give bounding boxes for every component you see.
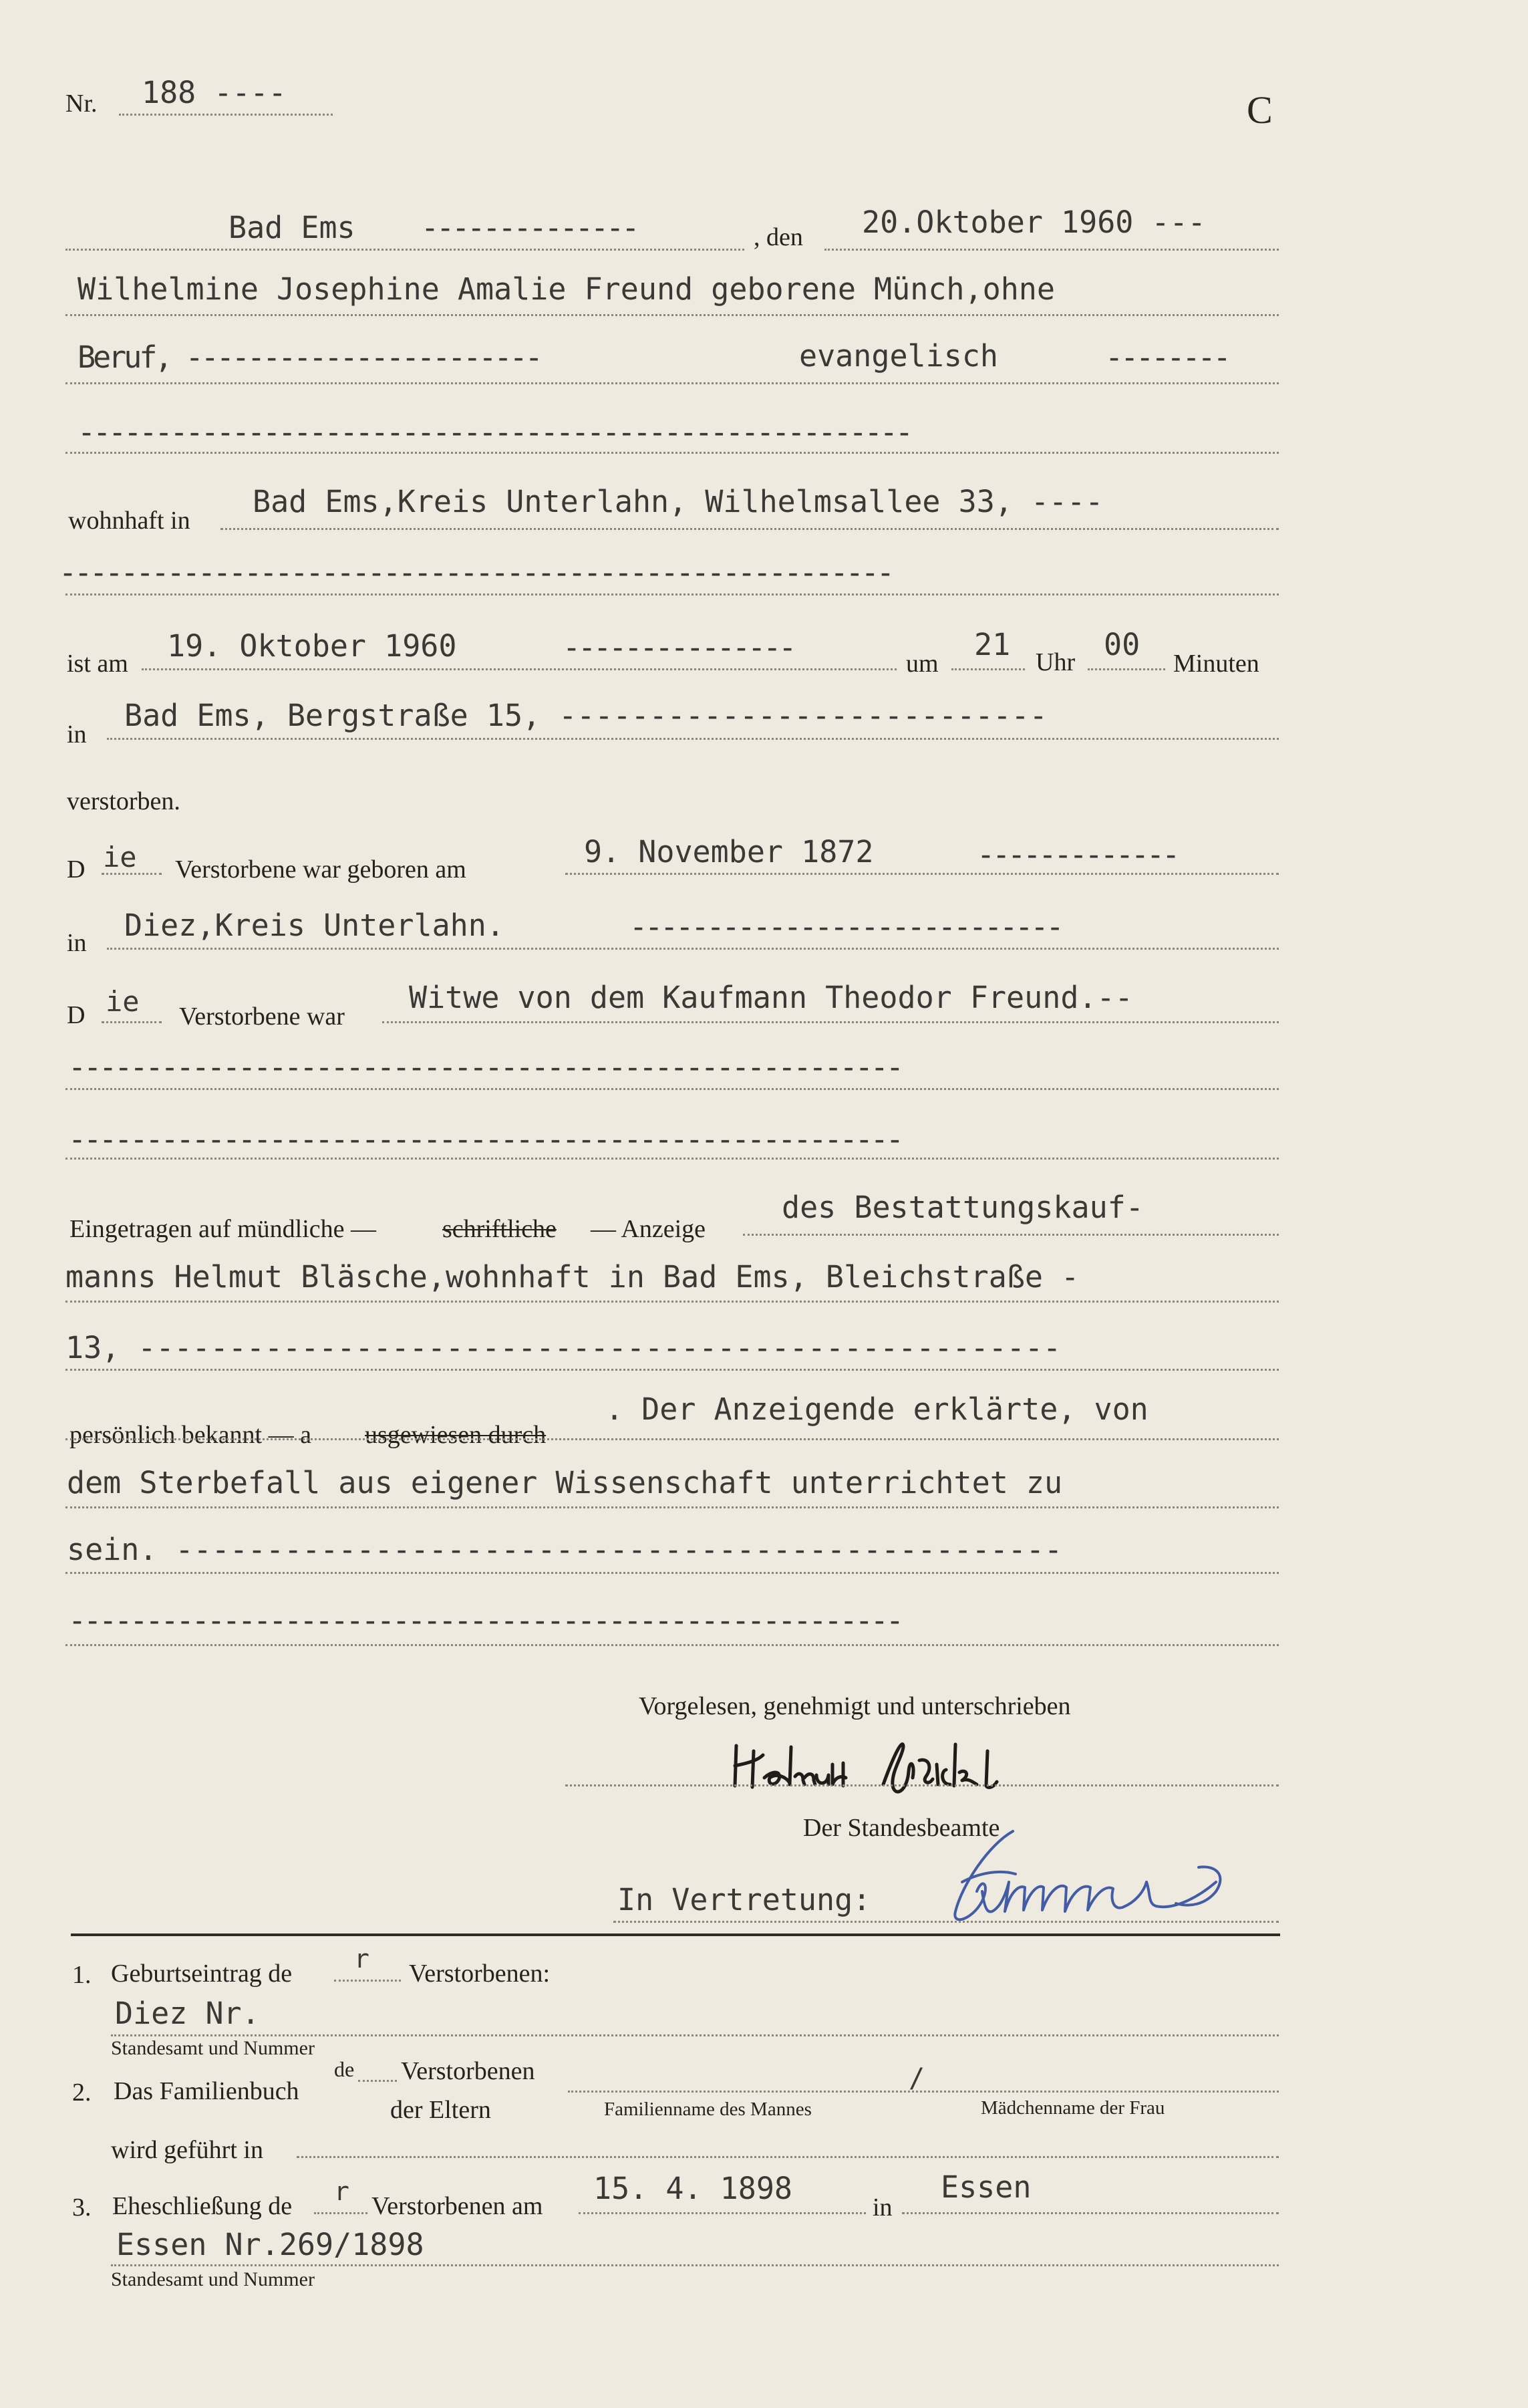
registration-label-b: — Anzeige: [591, 1215, 706, 1243]
item2-kept-dotted: [297, 2156, 1279, 2158]
item3-suffix-dotted: [314, 2212, 367, 2214]
informant-line6: sein. -------------------------------------------------: [67, 1532, 1063, 1567]
item1-value-dotted: [111, 2034, 1279, 2036]
marriage-date-dotted: [579, 2212, 866, 2214]
residence-dotted-line1: [220, 528, 1279, 530]
status-label: Verstorbene war: [179, 1002, 345, 1031]
item2-de-dotted: [358, 2080, 397, 2082]
known-label: persönlich bekannt — a: [69, 1421, 311, 1449]
status-line2: ------------------------------------------------------: [68, 1049, 901, 1085]
uhr-label: Uhr: [1036, 648, 1076, 676]
marriage-place-dotted: [902, 2212, 1279, 2214]
nr-label: Nr.: [65, 90, 98, 118]
item1-suffix: r: [354, 1944, 369, 1974]
item3-value-dotted: [111, 2264, 1279, 2266]
name-dotted-line2: [65, 382, 1279, 384]
item2-de: de: [334, 2057, 355, 2081]
um-label: um: [906, 650, 939, 678]
status-dotted1: [382, 1021, 1279, 1023]
birth-date-dotted: [565, 873, 1279, 875]
register-number: 188 ----: [142, 75, 287, 110]
item3-sub-label: Standesamt und Nummer: [111, 2268, 315, 2290]
birth-date-dashes: -------------: [977, 837, 1178, 872]
item2-label: Das Familienbuch: [114, 2077, 299, 2105]
death-minutes: 00: [1104, 627, 1140, 662]
item2-names-dotted: [568, 2091, 1279, 2093]
informant-dotted5: [65, 1506, 1279, 1508]
footer-divider: [71, 1933, 1280, 1936]
registration-label-a: Eingetragen auf mündliche —: [69, 1215, 377, 1243]
deceased-name-line2a: Beruf, -----------------------: [78, 340, 541, 375]
birth-place: Diez,Kreis Unterlahn.: [124, 908, 504, 943]
informant-dotted7: [65, 1644, 1279, 1646]
registry-date: 20.Oktober 1960 ---: [862, 205, 1206, 240]
birth-label: Verstorbene war geboren am: [175, 855, 466, 884]
informant-line7: ------------------------------------------------------: [68, 1603, 901, 1638]
birth-suffix-dotted: [102, 873, 162, 875]
registrar-signature-dotted: [613, 1921, 1279, 1923]
registrar-signature: [935, 1818, 1256, 1931]
minute-dotted: [1088, 668, 1165, 670]
deceased-name-line3: ------------------------------------------------------: [78, 414, 911, 450]
nr-dotted-line: [119, 114, 333, 116]
registry-place: Bad Ems: [228, 210, 355, 245]
informant-line5: dem Sterbefall aus eigener Wissenschaft unterrichtet zu: [67, 1465, 1063, 1500]
registry-place-dashes: --------------: [421, 210, 637, 245]
birth-d-label: D: [67, 855, 86, 884]
item2-slash: /: [909, 2063, 925, 2094]
informant-dotted2: [65, 1301, 1279, 1303]
item2-option-parents: der Eltern: [390, 2096, 491, 2124]
status-value: Witwe von dem Kaufmann Theodor Freund.--: [409, 980, 1133, 1015]
informant-line4: . Der Anzeigende erklärte, von: [605, 1391, 1149, 1427]
birth-suffix: ie: [103, 841, 137, 874]
status-suffix: ie: [106, 985, 140, 1018]
item3-in-label: in: [873, 2193, 893, 2222]
informant-dotted1: [743, 1234, 1279, 1236]
item3-label-a: Eheschließung de: [112, 2192, 293, 2220]
birth-in-label: in: [67, 929, 87, 957]
death-place: Bad Ems, Bergstraße 15, ---------------------------: [124, 698, 1048, 733]
birth-place-dotted: [107, 948, 1279, 950]
deceased-religion: evangelisch: [799, 338, 999, 374]
item3-label-b: Verstorbenen am: [371, 2192, 543, 2220]
death-date-dashes: ---------------: [563, 630, 794, 665]
item2-number: 2.: [72, 2079, 92, 2107]
hour-dotted: [951, 668, 1025, 670]
status-dotted2: [65, 1088, 1279, 1090]
item3-number: 3.: [72, 2193, 92, 2222]
item1-label-a: Geburtseintrag de: [111, 1960, 293, 1988]
informant-line2: manns Helmut Bläsche,wohnhaft in Bad Ems, Bleichstraße -: [65, 1259, 1080, 1295]
status-dotted3: [65, 1158, 1279, 1160]
ist-am-label: ist am: [67, 650, 128, 678]
den-label: , den: [754, 223, 803, 251]
item1-sub-label: Standesamt und Nummer: [111, 2037, 315, 2059]
known-label-struck: usgewiesen durch: [365, 1421, 547, 1449]
minuten-label: Minuten: [1173, 650, 1259, 678]
death-in-label: in: [67, 720, 87, 749]
item1-suffix-dotted: [334, 1980, 401, 1982]
registrar-label: Der Standesbeamte: [803, 1814, 1000, 1842]
death-hour: 21: [974, 627, 1011, 662]
residence-line1: Bad Ems,Kreis Unterlahn, Wilhelmsallee 33, ----: [253, 484, 1104, 519]
death-place-dotted: [107, 738, 1279, 740]
deputy-label: In Vertretung:: [617, 1882, 871, 1917]
death-date-dotted: [142, 668, 897, 670]
item3-value: Essen Nr.269/1898: [116, 2227, 424, 2262]
item2-husband-label: Familienname des Mannes: [604, 2099, 812, 2120]
birth-date: 9. November 1872: [584, 834, 874, 869]
place-dotted-line: [65, 249, 744, 251]
corner-letter: C: [1247, 88, 1273, 132]
registration-label-struck: schriftliche: [442, 1215, 557, 1243]
status-d-label: D: [67, 1001, 86, 1029]
verstorben-label: verstorben.: [67, 787, 180, 815]
item1-value: Diez Nr.: [115, 1996, 260, 2031]
name-dotted-line3: [65, 452, 1279, 454]
item2-kept-label: wird geführt in: [111, 2136, 263, 2164]
deceased-name-line1: Wilhelmine Josephine Amalie Freund geborene Münch,ohne: [78, 271, 1055, 307]
death-date: 19. Oktober 1960: [167, 628, 457, 664]
item2-option-deceased: Verstorbenen: [401, 2057, 535, 2085]
residence-dotted-line2: [65, 593, 1279, 595]
informant-dotted4: [65, 1438, 1279, 1440]
item1-label-b: Verstorbenen:: [409, 1960, 551, 1988]
deceased-name-line2c: --------: [1105, 340, 1229, 375]
informant-line3: 13, ---------------------------------------------------: [65, 1330, 1062, 1365]
marriage-place: Essen: [941, 2169, 1032, 2205]
read-approved-label: Vorgelesen, genehmigt und unterschrieben: [639, 1692, 1071, 1720]
name-dotted-line1: [65, 314, 1279, 316]
marriage-date: 15. 4. 1898: [593, 2171, 793, 2206]
informant-signature: [728, 1731, 1062, 1804]
item2-wife-label: Mädchenname der Frau: [981, 2097, 1165, 2119]
informant-dotted3: [65, 1369, 1279, 1371]
informant-line1: des Bestattungskauf-: [782, 1190, 1144, 1225]
informant-signature-dotted: [565, 1784, 1279, 1786]
residence-label: wohnhaft in: [68, 507, 190, 535]
residence-line2: ------------------------------------------------------: [59, 555, 892, 590]
status-line3: ------------------------------------------------------: [68, 1121, 901, 1157]
item3-suffix: r: [334, 2177, 349, 2206]
informant-dotted6: [65, 1572, 1279, 1574]
birth-place-dashes: ----------------------------: [629, 909, 1062, 944]
status-suffix-dotted: [102, 1021, 162, 1023]
date-dotted-line: [824, 249, 1279, 251]
item1-number: 1.: [72, 1961, 92, 1989]
